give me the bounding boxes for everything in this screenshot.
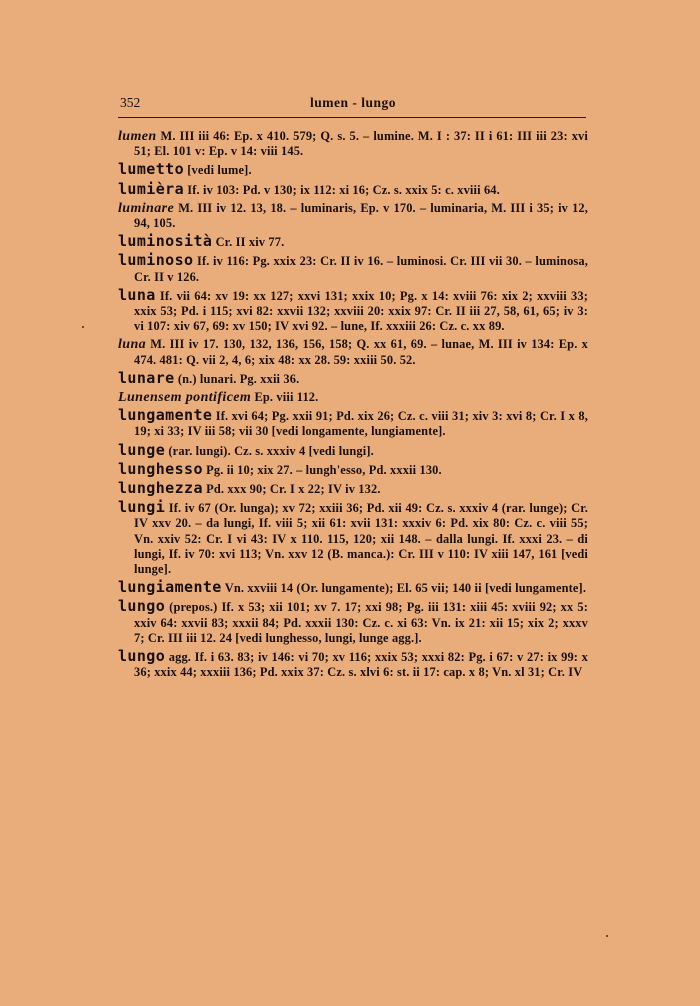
entry-headword: lunghezza (118, 479, 203, 498)
entries-list (118, 129, 588, 684)
entry-text: Pg. ii 10; xix 27. – lungh'esso, Pd. xxxii 130. (206, 462, 442, 477)
entry-text: Pd. xxx 90; Cr. I x 22; IV iv 132. (206, 482, 381, 497)
entry-text: M. III iii 46: Ep. x 410. 579; Q. s. 5. – lumine. M. I : 37: II i 61: III iii 23: xvi 51; El. 101 v: Ep. v 14: viii 145. (134, 129, 588, 159)
entry-text: (prepos.) If. x 53; xii 101; xv 7. 17; xxi 98; Pg. iii 131: xiii 45: xviii 92; xx 5: xxiv 64: xxvii 83; xxxii 84; Pd. xxxii 130: Cz. c. xi 63: Vn. ix 21: xii 15; xix 2; xxxv 7; Cr. III iii 12. 24 [vedi lunghesso, lungi, lunge agg.]. (134, 600, 588, 645)
entry-text: Cr. II xiv 77. (215, 235, 285, 250)
entry-lungo-agg (118, 649, 588, 680)
entry-text: If. xvi 64; Pg. xxii 91; Pd. xix 26; Cz. c. viii 31; xiv 3: xvi 8; Cr. I x 8, 19; xi 33; IV iii 58; vii 30 [vedi longamente, lungiamente]. (134, 409, 589, 439)
paper-speck (606, 935, 608, 937)
entry-headword: lungiamente (118, 578, 222, 597)
entry-headword: Lunensem pontificem (118, 390, 252, 406)
header-rule (118, 117, 586, 118)
entry-headword: lungo (118, 647, 166, 666)
entry-headword: luminare (118, 200, 175, 216)
entry-text: agg. If. i 63. 83; iv 146: vi 70; xv 116; xxix 53; xxxi 82: Pg. i 67: v 27: ix 99: x 36; xxix 44; xxxiii 136; Pd. xxix 37: Cz. s. xlvi 6: st. ii 17: cap. x 8; Vn. xl 31; Cr. IV (134, 650, 588, 680)
entry-lunge (118, 440, 588, 459)
entry-lungamente (118, 408, 588, 439)
entry-text: If. vii 64: xv 19: xx 127; xxvi 131; xxix 10; Pg. x 14: xviii 76: xix 2; xxviii 33; xxix 53; Pd. i 115; xvi 82: xxvii 132; xxviii 20: xxix 97: Cr. II iii 27, 58, 61, 65; iv 3: vi 107: xiv 67, 69: xv 150; IV xvi 92. – lune, If. xxxiii 26: Cz. c. xx 89. (134, 288, 589, 334)
paper-speck (82, 326, 84, 328)
entry-lungiamente (118, 580, 588, 596)
entry-luminare (118, 201, 588, 231)
entry-headword: lumen (118, 129, 157, 144)
entry-lunensem-pontificem (118, 390, 588, 405)
entry-headword: lunge (118, 440, 166, 459)
entry-headword: luna (118, 337, 147, 353)
entry-luna-latin (118, 337, 588, 367)
entry-lunare (118, 368, 588, 387)
entry-luna (118, 285, 589, 335)
entry-text: If. iv 116: Pg. xxix 23: Cr. II iv 16. – luminosi. Cr. III vii 30. – luminosa, Cr. II v 126. (134, 254, 588, 284)
entry-text: Ep. viii 112. (254, 390, 319, 405)
entry-lunghesso (118, 459, 588, 478)
entry-lunghezza (118, 481, 588, 497)
entry-headword: lungo (118, 597, 166, 616)
entry-lungi (118, 500, 588, 577)
entry-headword: lungi (118, 498, 166, 517)
entry-luminosita (118, 234, 588, 250)
entry-lumetto (118, 162, 588, 178)
entry-headword: lungamente (118, 406, 213, 425)
entry-headword: lumièra (118, 179, 185, 198)
entry-headword: luna (118, 285, 156, 304)
page-number: 352 (120, 95, 141, 110)
entry-text: (rar. lungi). Cz. s. xxxiv 4 [vedi lungi]. (168, 443, 374, 458)
entry-text: M. III iv 12. 13, 18. – luminaris, Ep. v 170. – luminaria, M. III i 35; iv 12, 94, 105. (134, 200, 589, 231)
entry-text: [vedi lume]. (187, 163, 252, 178)
entry-lumen (118, 129, 588, 159)
entry-lumiera (118, 179, 588, 198)
entry-headword: luminosità (118, 232, 213, 251)
entry-headword: lumetto (118, 160, 185, 179)
entry-text: Vn. xxviii 14 (Or. lungamente); El. 65 vii; 140 ii [vedi lungamente]. (224, 581, 587, 596)
entry-text: If. iv 67 (Or. lunga); xv 72; xxiii 36; Pd. xii 49: Cz. s. xxxiv 4 (rar. lunge); Cr. IV xxv 20. – da lungi, If. viii 5; xii 61: xvii 131: xxxiv 6: Pd. xix 80: Cz. c. viii 55; Vn. xxiv 52: Cr. I vi 43: IV x 110. 115, 120; xii 148. – dalla lungi. If. xxxi 23. – di lungi, If. iv 70: xvi 113; Vn. xxv 12 (B. manca.): Cr. III v 110: IV xiii 147, 161 [vedi lunge]. (134, 501, 589, 577)
entry-luminoso (118, 253, 588, 284)
entry-lungo-prepos (118, 599, 588, 646)
entry-headword: lunghesso (118, 459, 203, 478)
entry-text: M. III iv 17. 130, 132, 136, 156, 158; Q. xx 61, 69. – lunae, M. III iv 134: Ep. x 474. 481: Q. vii 2, 4, 6; xix 48: xx 28. 59: xxiii 50. 52. (134, 337, 588, 367)
page-header (120, 95, 586, 115)
entry-text: (n.) lunari. Pg. xxii 36. (177, 371, 300, 386)
entry-text: If. iv 103: Pd. v 130; ix 112: xi 16; Cz. s. xxix 5: c. xviii 64. (187, 182, 500, 197)
running-title: lumen - lungo (309, 95, 397, 110)
entry-headword: lunare (118, 368, 175, 387)
entry-headword: luminoso (118, 251, 194, 270)
